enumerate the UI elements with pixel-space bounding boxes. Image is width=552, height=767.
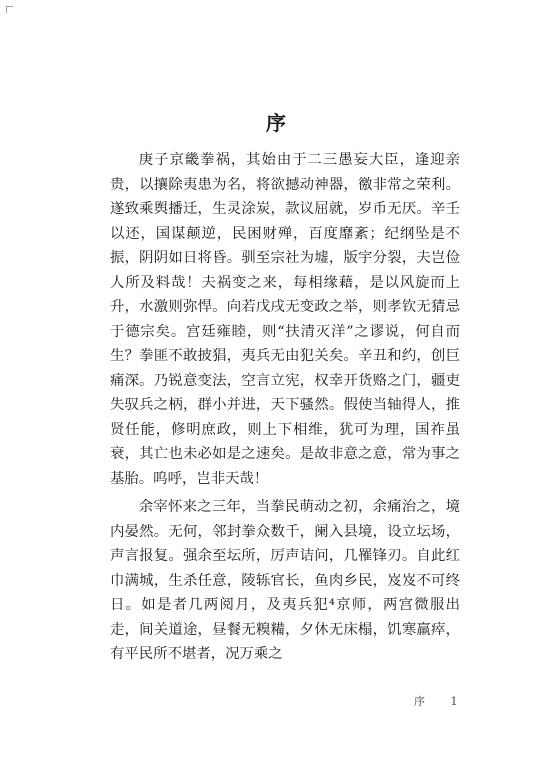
- paragraph: 庚子京畿拳祸，其始由于二三愚妄大臣，逢迎亲贵，以攘除夷患为名，将欲撼动神器，徼非常之荣利。遂致乘舆播迁，生灵涂炭，款议屈就，岁币无厌。辛壬以还，国谋颠逆，民困财殚，百度靡紊；纪纲坠是不振，阴阴如日将昏。驯至宗社为墟，版宇分裂，夫岂俭人所及料哉！夫祸变之来，每相缘藉，是以风旋而上升，水激则弥悍。向若戊戌无变政之举，则孝钦无猜忌于德宗矣。宫廷雍睦，则“扶清灭洋”之谬说，何自而生？拳匪不敢披猖，夷兵无由犯关矣。辛丑和约，创巨痛深。乃锐意变法，空言立宪，权幸开货赂之门，疆吏失驭兵之柄，群小并进，天下骚然。假使当轴得人，推贤任能，修明庶政，则上下相维，犹可为理，国祚虽衰，其亡也未必如是之速矣。是故非意之意，常为事之基胎。呜呼，岂非天哉！: [110, 152, 460, 487]
- crop-mark: [6, 6, 13, 13]
- page-title: 序: [266, 111, 286, 136]
- page-number: 1: [450, 695, 458, 708]
- body-text: [110, 148, 460, 667]
- page-footer: [414, 693, 458, 709]
- running-footer-label: 序: [414, 695, 425, 708]
- paragraph: 余宰怀来之三年，当拳民萌动之初，余痛治之，境内晏然。无何，邻封拳众数千，阑入县境，设立坛场，声言报复。强余至坛所，厉声诘问，几罹锋刃。自此红巾满城，生杀任意，陵轹官长，鱼肉乡民，岌岌不可终日。如是者几两阅月，及夷兵犯⁴京师，两宫微服出走，间关道途，昼餐无糗糒，夕休无床榻，饥寒羸瘁，有平民所不堪者，况万乘之: [110, 499, 460, 662]
